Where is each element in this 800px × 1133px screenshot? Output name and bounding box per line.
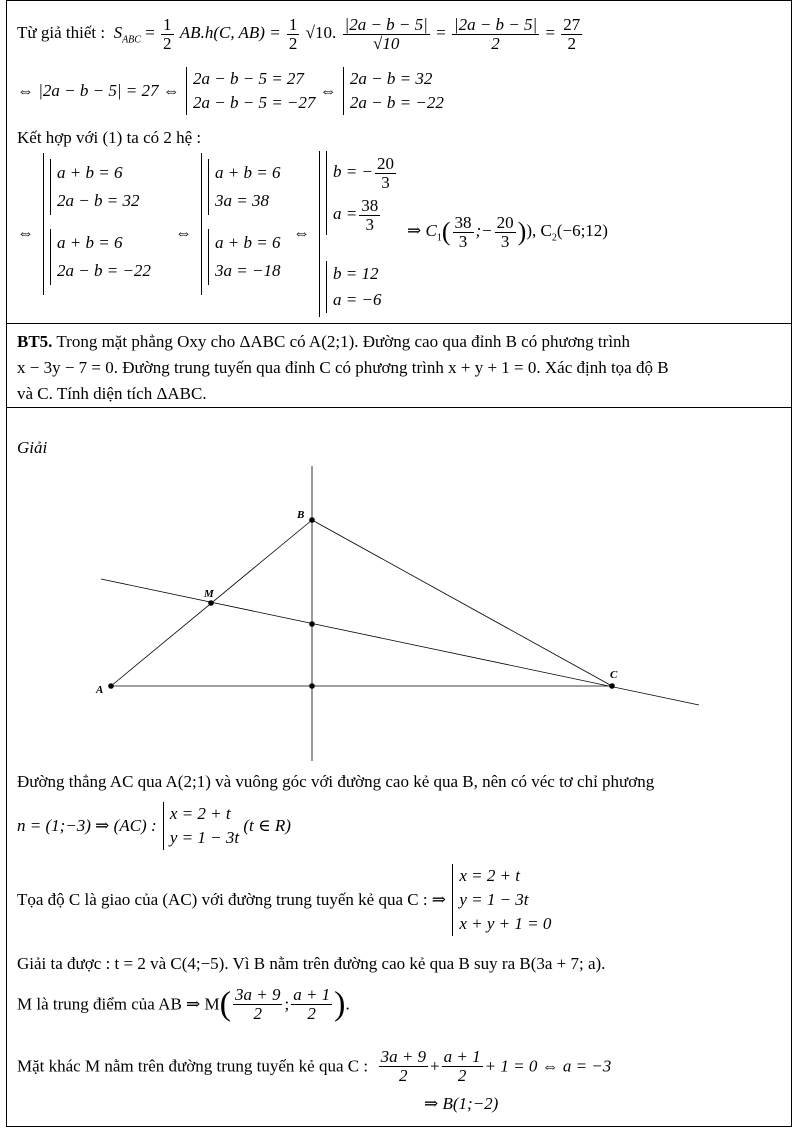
system-group-1: a + b = 6 2a − b = 32 a + b = 6 2a − b = −22: [43, 153, 184, 295]
problem-label: BT5.: [17, 332, 53, 351]
point-b: [309, 517, 315, 523]
case-system: 2a − b = 32 2a − b = −22: [343, 67, 444, 115]
fraction-distance-simplified: $\frac{|2a - b - 5|}{2}$: [453, 14, 538, 53]
fraction-half: $\frac{1}{2}$: [163, 14, 172, 53]
solution-p7: ⇒ B(1;−2): [424, 1094, 499, 1113]
result-points: ⇒ $C_1$( $\frac{38}{3}$ ;− $\frac{20}{3}$ )), $C_2(-6;12)$: [407, 212, 608, 251]
solution-p6: Mặt khác M nằm trên đường trung tuyến kẻ qua C : $\frac{3a + 9}{2}$ + $\frac{a + 1}{2}$ + 1 = 0 ⇔ a = −3: [17, 1047, 612, 1085]
problem-line-2: x − 3y − 7 = 0. Đường trung tuyến qua đỉnh C có phương trình x + y + 1 = 0. Xác định tọa độ B: [17, 358, 669, 377]
label-m: M: [204, 588, 214, 600]
solution-p4: Giải ta được : t = 2 và C(4;−5). Vì B nằm trên đường cao kẻ qua B suy ra B(3a + 7; a).: [17, 954, 606, 973]
fraction-distance: $\frac{|2a - b - 5|}{√10}$: [344, 14, 428, 53]
c-intersection-system: x = 2 + t y = 1 − 3t x + y + 1 = 0: [452, 864, 551, 936]
area-equation-line: Từ giả thiết : $S_{ABC}$ = $\frac{1}{2}$ AB.h(C, AB) = $\frac{1}{2}$ √10. $\frac{|2a - b - 5|}{√10}$ = $\frac{|2a - b - 5|}{2}$ = $\frac{27}{2}$: [17, 14, 581, 53]
combine-text: Kết hợp với (1) ta có 2 hệ :: [17, 128, 202, 147]
problem-line-1: Trong mặt phẳng Oxy cho ΔABC có A(2;1). Đường cao qua đỉnh B có phương trình: [52, 332, 631, 351]
fraction-result: $\frac{27}{2}$: [563, 14, 581, 53]
point-a: [108, 683, 114, 689]
document-page: [6, 0, 792, 1127]
triangle-figure: [7, 454, 793, 814]
point-c: [609, 683, 615, 689]
fraction-half: $\frac{1}{2}$: [288, 14, 298, 53]
solution-heading: Giải: [17, 438, 48, 457]
solution-p3: Tọa độ C là giao của (AC) với đường trung tuyến kẻ qua C : ⇒ x = 2 + t y = 1 − 3t x + y + 1 = 0: [17, 864, 551, 936]
system-group-3: b = − $\frac{20}{3}$ a = $\frac{38}{3}$ b = 12 a = −6: [319, 151, 420, 317]
absolute-value-line: ⇔ |2a − b − 5| = 27 ⇔ 2a − b − 5 = 27 2a − b − 5 = −27 ⇔ 2a − b = 32 2a − b = −22: [17, 67, 444, 115]
point-foot: [309, 683, 315, 689]
case-system: 2a − b − 5 = 27 2a − b − 5 = −27: [186, 67, 315, 115]
previous-solution-block: Từ giả thiết : $S_{ABC}$ = $\frac{1}{2}$ AB.h(C, AB) = $\frac{1}{2}$ √10. $\frac{|2a - b - 5|}{√10}$ = $\frac{|2a - b - 5|}{2}$ = $\frac{27}{2}$ ⇔ |2a − b − 5| = 27 ⇔ 2a − b − 5 = 27 2a − b − 5 = −27 ⇔ 2a − b = 32 2a − b = −22 Kết hợp với (1) ta có 2 hệ : ⇔ a + b = 6 2a − b = 32 a + b = 6 2a − b = −22 ⇔ a + b = 6 3a = 38 a + b = 6 3a = −18 ⇔ b = − $\frac{20}{3}$ a = $\frac{38}{3}$ b = 12 a = −6 ⇒ $C_1$( $\frac{38}{3}$ ;− $\frac{20}{3}$ )), $C_2(-6;12)$: [7, 1, 791, 324]
label-c: C: [610, 669, 618, 681]
solution-p2: n = (1;−3) ⇒ (AC) : x = 2 + t y = 1 − 3t (t ∈ R): [17, 802, 291, 850]
label-b: B: [297, 509, 305, 521]
problem-statement: [7, 324, 791, 408]
label-a: A: [96, 684, 104, 696]
solution-p5: M là trung điểm của AB ⇒ M( $\frac{3a + 9}{2}$ ; $\frac{a + 1}{2}$ ).: [17, 985, 350, 1023]
ac-parametric-system: x = 2 + t y = 1 − 3t: [163, 802, 239, 850]
system-group-2: a + b = 6 3a = 38 a + b = 6 3a = −18: [201, 153, 312, 295]
point-median-altitude: [309, 621, 315, 627]
solution-block: [7, 408, 791, 1126]
problem-line-3: và C. Tính diện tích ΔABC.: [17, 384, 207, 403]
solution-p1: Đường thẳng AC qua A(2;1) và vuông góc với đường cao kẻ qua B, nên có véc tơ chỉ phương: [17, 772, 655, 791]
point-m: [208, 600, 214, 606]
side-bc: [312, 520, 612, 686]
